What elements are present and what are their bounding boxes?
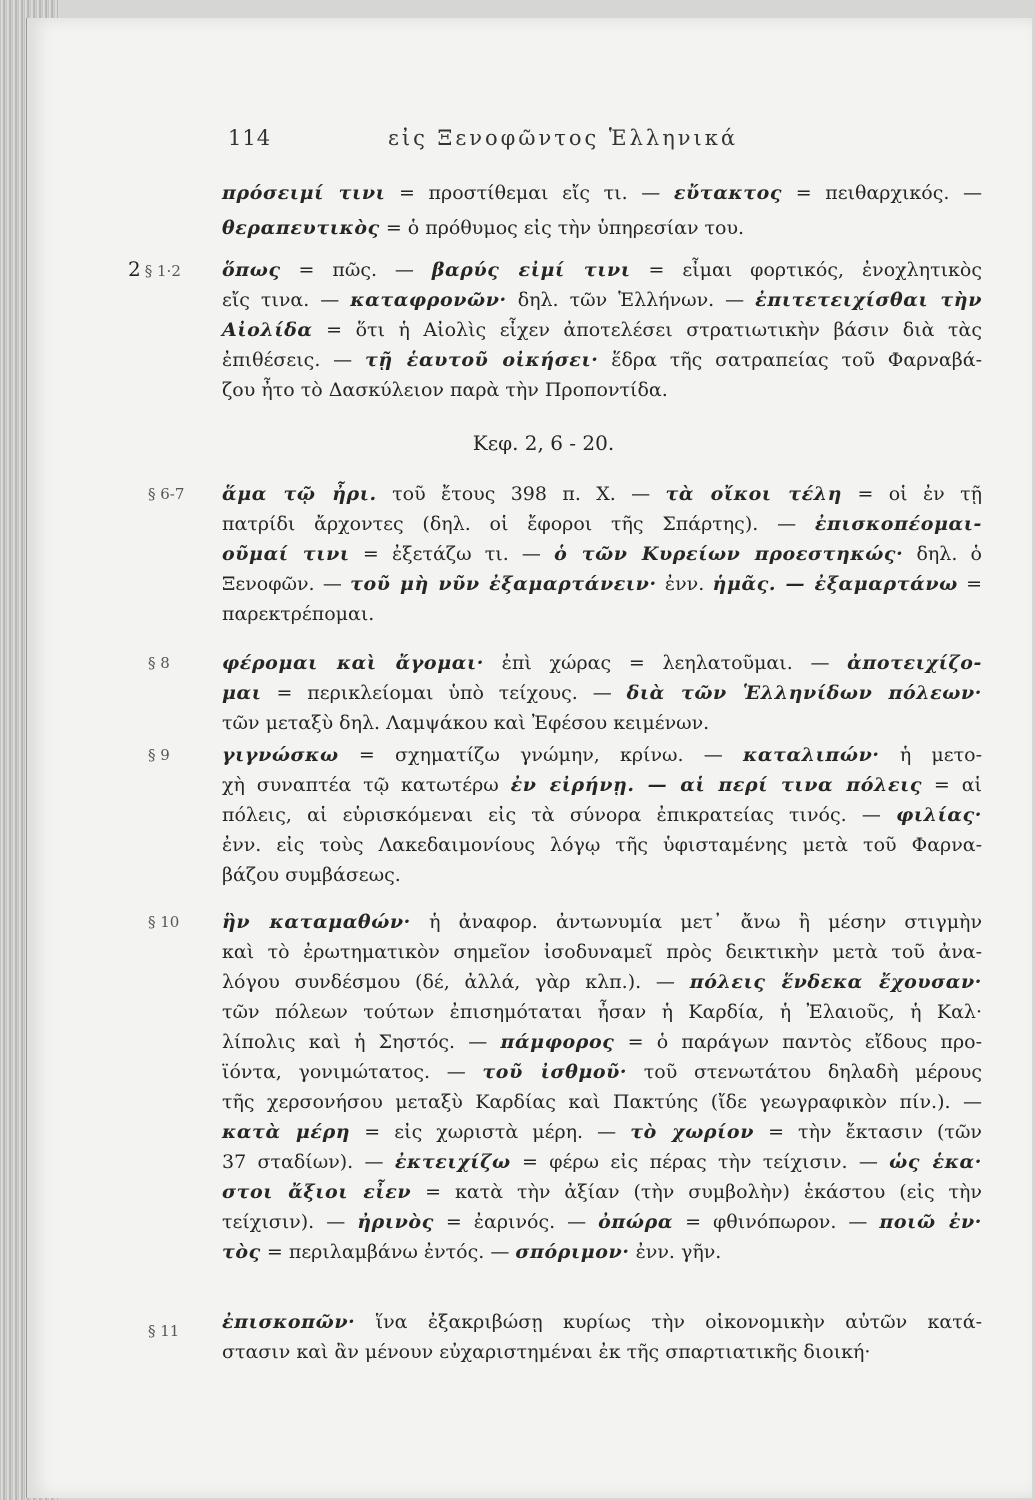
lemma: ποιῶ ἐν·: [879, 1211, 982, 1233]
gloss-text: ἡ ἀναφορ. ἀντωνυμία μετ᾿ ἄνω ἢ μέσην στιγμὴν: [410, 911, 982, 933]
lemma: ἐν εἰρήνῃ. — αἱ περί τινα πόλεις: [510, 774, 923, 796]
gloss-text: ϊόντα, γονιμώτατος. —: [222, 1061, 483, 1083]
text-line: [222, 1057, 982, 1087]
gloss-text: τῶν πόλεων τούτων ἐπισημόταται ἦσαν ἡ Καρδία, ἡ Ἐλαιοῦς, ἡ Καλ·: [222, 1001, 982, 1023]
lemma: στοι ἄξιοι εἶεν: [222, 1181, 412, 1203]
lemma: πάμφορος: [500, 1031, 615, 1053]
gloss-text: τῆς χερσονήσου μεταξὺ Καρδίας καὶ Πακτύης (ἴδε γεωγραφικὸν πίν.). —: [222, 1091, 982, 1113]
lemma: καταλιπών·: [743, 744, 880, 766]
gloss-text: ἐνν.: [656, 573, 713, 595]
gloss-text: καὶ τὸ ἐρωτηματικὸν σημεῖον ἰσοδυναμεῖ πρὸς δεικτικὴν μετὰ τοῦ ἀνα-: [222, 941, 982, 963]
lemma: τοῦ μὴ νῦν ἐξαμαρτάνειν·: [350, 573, 657, 595]
lemma: σπόριμον·: [515, 1241, 630, 1263]
section-marker: § 8: [148, 654, 170, 672]
section-number: § 1·2: [144, 262, 181, 280]
lemma: τῇ ἑαυτοῦ οἰκήσει·: [365, 349, 599, 371]
lemma: ἐπισκοπέομαι-: [814, 513, 982, 535]
gloss-text: = ὁ παράγων παντὸς εἴδους προ-: [614, 1031, 982, 1053]
section-marker: § 9: [148, 746, 170, 764]
lemma: ὀπώρα: [598, 1211, 674, 1233]
gloss-text: βάζου συμβάσεως.: [222, 864, 401, 886]
page-number: 114: [228, 126, 272, 150]
lemma: τὰ οἴκοι τέλη: [665, 483, 843, 505]
text-line: [222, 315, 982, 345]
gloss-text: = ὅτι ἡ Αἰολὶς εἶχεν ἀποτελέσει στρατιωτικὴν βάσιν διὰ τὰς: [312, 319, 982, 341]
gloss-text: ἐνν. εἰς τοὺς Λακεδαιμονίους λόγῳ τῆς ὑφισταμένης μετὰ τοῦ Φαρνα-: [222, 834, 982, 856]
text-line: [222, 255, 982, 285]
lemma: ὡς ἑκα·: [889, 1151, 982, 1173]
lemma: γιγνώσκω: [222, 744, 339, 766]
gloss-text: Ξενοφῶν. —: [222, 573, 351, 595]
chapter-number: 2: [128, 257, 141, 281]
lemma: μαι: [222, 682, 262, 704]
text-line: [222, 178, 982, 208]
lemma: θεραπευτικὸς: [222, 217, 380, 239]
gloss-text: χὴ συναπτέα τῷ κατωτέρω: [222, 774, 511, 796]
text-line: [222, 285, 982, 315]
gloss-text: =: [957, 573, 983, 595]
gloss-text: λίπολις καὶ ἡ Σηστός. —: [222, 1031, 501, 1053]
text-line: [222, 1027, 982, 1057]
gloss-text: = φθινόπωρον. —: [673, 1211, 880, 1233]
gloss-text: = κατὰ τὴν ἀξίαν (τὴν συμβολὴν) ἑκάστου (εἰς τὴν: [411, 1181, 982, 1203]
gloss-text: στασιν καὶ ἂν μένουν εὐχαριστημέναι ἐκ τῆς σπαρτιατικῆς διοική·: [222, 1341, 871, 1363]
gloss-text: δηλ. τῶν Ἑλλήνων. —: [506, 289, 756, 311]
gloss-text: ζου ἦτο τὸ Δασκύλειον παρὰ τὴν Προποντίδα.: [222, 379, 668, 401]
lemma: ἣν καταμαθών·: [222, 911, 411, 933]
lemma: φέρομαι καὶ ἄγομαι·: [222, 652, 484, 674]
text-line: [222, 345, 982, 375]
text-line: [222, 937, 982, 967]
lemma: ἡμᾶς. — ἐξαμαρτάνω: [712, 573, 958, 595]
lemma: διὰ τῶν Ἑλληνίδων πόλεων·: [626, 682, 982, 704]
gloss-text: δηλ. ὁ: [903, 543, 982, 565]
gloss-text: = ἐξετάζω τι. —: [349, 543, 555, 565]
lemma: ἅμα τῷ ἦρι.: [222, 483, 377, 505]
lemma: τοῦ ἰσθμοῦ·: [482, 1061, 628, 1083]
text-line: [222, 907, 982, 937]
gloss-text: = οἱ ἐν τῇ: [842, 483, 982, 505]
text-line: [222, 1147, 982, 1177]
gloss-text: πόλεις, αἱ εὑρισκόμεναι εἰς τὰ σύνορα ἐπικρατείας τινός. —: [222, 804, 897, 826]
text-line: [222, 1207, 982, 1237]
lemma: εὔτακτος: [673, 182, 783, 204]
text-line: [222, 770, 982, 800]
text-line: [222, 599, 982, 629]
text-line: [222, 708, 982, 738]
lemma: φιλίας·: [896, 804, 982, 826]
gloss-text: παρεκτρέπομαι.: [222, 603, 375, 625]
lemma: ἐπιτετειχίσθαι τὴν: [755, 289, 983, 311]
lemma: οῦμαί τινι: [222, 543, 350, 565]
gloss-text: = περικλείομαι ὑπὸ τείχους. —: [261, 682, 627, 704]
text-line: [222, 509, 982, 539]
text-line: [222, 539, 982, 569]
lemma: ὅπως: [222, 259, 281, 281]
gloss-text: = περιλαμβάνω ἐντός. —: [260, 1241, 516, 1263]
gloss-text: τῶν μεταξὺ δηλ. Λαμψάκου καὶ Ἐφέσου κειμένων.: [222, 712, 710, 734]
gloss-text: = σχηματίζω γνώμην, κρίνω. —: [338, 744, 744, 766]
text-line: [222, 213, 982, 243]
text-line: [222, 1117, 982, 1147]
lemma: πρόσειμί τινι: [222, 182, 386, 204]
chapter-heading: [0, 428, 1035, 458]
gloss-text: = εἶμαι φορτικός, ἐνοχλητικὸς: [630, 259, 982, 281]
text-line: [222, 479, 982, 509]
lemma: ἐπισκοπῶν·: [222, 1311, 356, 1333]
gloss-text: ἕδρα τῆς σατραπείας τοῦ Φαρναβά-: [598, 349, 982, 371]
text-line: [222, 740, 982, 770]
section-marker: § 10: [148, 913, 180, 931]
lemma: πόλεις ἕνδεκα ἔχουσαν·: [689, 971, 982, 993]
section-marker: [128, 254, 181, 286]
text-line: [222, 1337, 982, 1367]
text-line: [222, 648, 982, 678]
gloss-text: = προστίθεμαι εἴς τι. —: [385, 182, 674, 204]
gloss-text: = πειθαρχικός. —: [782, 182, 983, 204]
gloss-text: εἴς τινα. —: [222, 289, 351, 311]
gloss-text: = τὴν ἔκτασιν (τῶν: [754, 1121, 982, 1143]
gloss-text: 37 σταδίων). —: [222, 1151, 395, 1173]
text-line: [222, 375, 982, 405]
text-line: [222, 1087, 982, 1117]
text-line: [222, 860, 982, 890]
text-line: [222, 967, 982, 997]
text-line: [222, 569, 982, 599]
gloss-text: ἡ μετο-: [879, 744, 982, 766]
lemma: ἐκτειχίζω: [394, 1151, 511, 1173]
text-line: [222, 830, 982, 860]
gloss-text: ἵνα ἐξακριβώσῃ κυρίως τὴν οἰκονομικὴν αὐτῶν κατά-: [355, 1311, 982, 1333]
text-line: [222, 800, 982, 830]
gloss-text: ἐνν. γῆν.: [629, 1241, 722, 1263]
lemma: ἠρινὸς: [357, 1211, 434, 1233]
text-line: [222, 1177, 982, 1207]
section-marker: § 6-7: [148, 485, 185, 503]
section-marker: § 11: [148, 1322, 180, 1340]
text-line: [222, 1237, 982, 1267]
lemma: καταφρονῶν·: [350, 289, 507, 311]
gloss-text: λόγου συνδέσμου (δέ, ἀλλά, γὰρ κλπ.). —: [222, 971, 690, 993]
gloss-text: πατρίδι ἄρχοντες (δηλ. οἱ ἔφοροι τῆς Σπάρτης). —: [222, 513, 815, 535]
lemma: ἀποτειχίζο-: [847, 652, 982, 674]
lemma: κατὰ μέρη: [222, 1121, 351, 1143]
gloss-text: = ἐαρινός. —: [433, 1211, 599, 1233]
text-line: [222, 997, 982, 1027]
lemma: τὸς: [222, 1241, 261, 1263]
gloss-text: = αἱ: [922, 774, 982, 796]
lemma: ὁ τῶν Κυρείων προεστηκώς·: [554, 543, 904, 565]
text-line: [222, 1307, 982, 1337]
gloss-text: τοῦ στενωτάτου δηλαδὴ μέρους: [627, 1061, 982, 1083]
gloss-text: = ὁ πρόθυμος εἰς τὴν ὑπηρεσίαν του.: [379, 217, 745, 239]
lemma: τὸ χωρίον: [630, 1121, 754, 1143]
gloss-text: ἐπὶ χώρας = λεηλατοῦμαι. —: [483, 652, 848, 674]
running-title: εἰς Ξενοφῶντος Ἑλληνικά: [388, 126, 739, 150]
lemma: Αἰολίδα: [222, 319, 313, 341]
lemma: βαρύς εἰμί τινι: [431, 259, 631, 281]
page-header: [0, 122, 1035, 162]
gloss-text: = φέρω εἰς πέρας τὴν τείχισιν. —: [510, 1151, 890, 1173]
gloss-text: = πῶς. —: [280, 259, 432, 281]
gloss-text: τείχισιν). —: [222, 1211, 358, 1233]
gloss-text: = εἰς χωριστὰ μέρη. —: [350, 1121, 631, 1143]
gloss-text: ἐπιθέσεις. —: [222, 349, 365, 371]
text-line: [222, 678, 982, 708]
gloss-text: τοῦ ἔτους 398 π. Χ. —: [376, 483, 666, 505]
chapter-heading-text: Κεφ. 2, 6 - 20.: [472, 431, 615, 455]
